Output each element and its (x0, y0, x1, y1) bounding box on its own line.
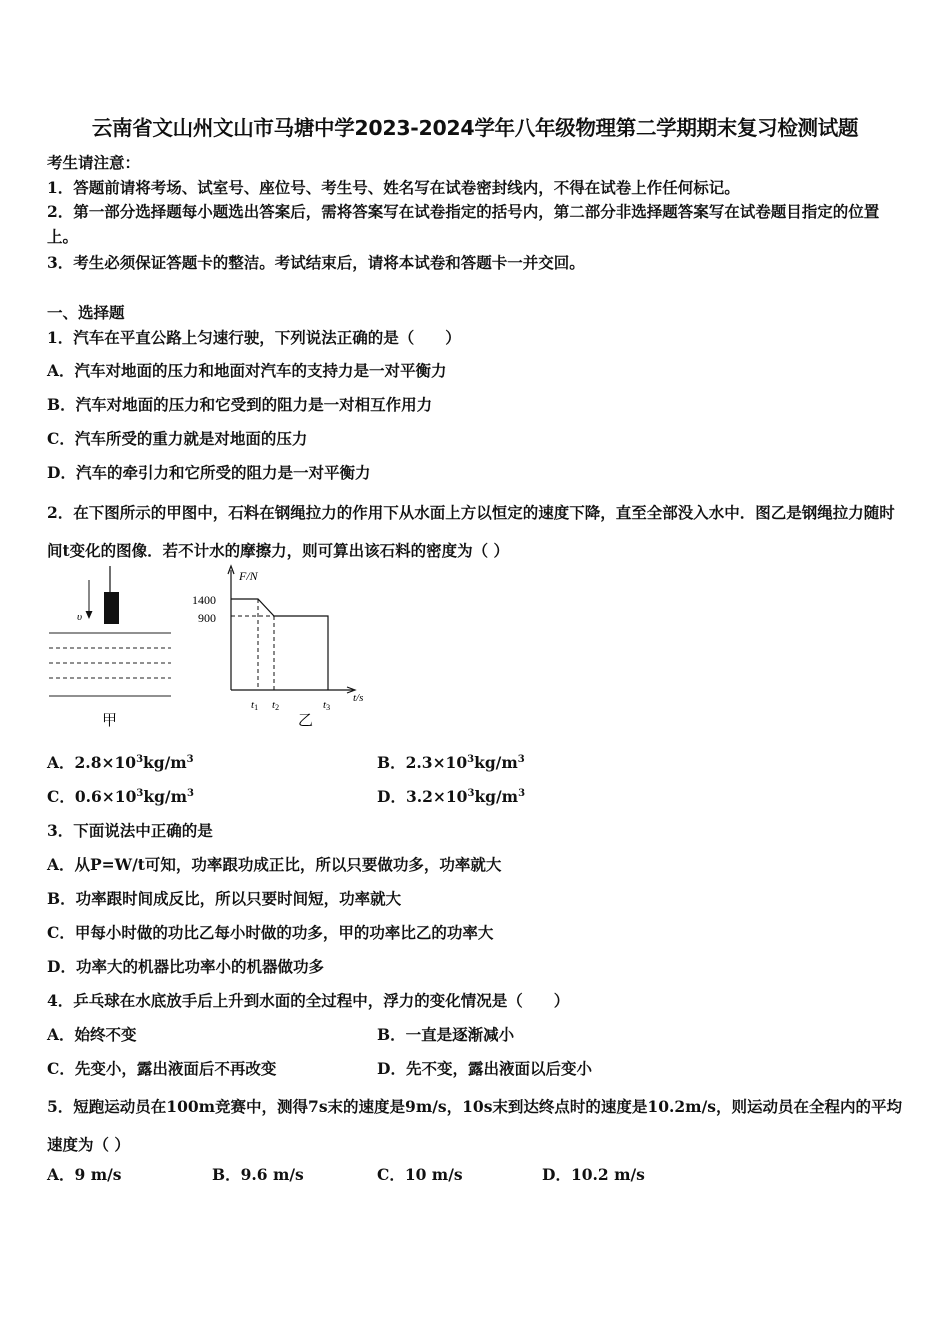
tick-1400: 1400 (192, 593, 216, 607)
velocity-arrowhead (86, 611, 93, 619)
force-curve (231, 599, 328, 690)
q3-option-a: A．从P=W/t可知，功率跟功成正比，所以只要做功多，功率就大 (47, 855, 502, 874)
q3-option-c: C．甲每小时做的功比乙每小时做的功多，甲的功率比乙的功率大 (47, 923, 494, 942)
stone-block (104, 592, 119, 624)
q5-option-d: D．10.2 m/s (542, 1165, 645, 1184)
q1-option-c: C．汽车所受的重力就是对地面的压力 (47, 429, 308, 448)
tick-t1: t1 (251, 699, 259, 712)
q1-option-b: B．汽车对地面的压力和它受到的阻力是一对相互作用力 (47, 395, 433, 414)
notice-item-3: 3．考生必须保证答题卡的整洁。考试结束后，请将本试卷和答题卡一并交回。 (47, 253, 585, 272)
tick-t3: t3 (323, 699, 331, 712)
q2-option-d: D．$3.2\times 10^3kg/m^3$ (377, 787, 526, 806)
notice-heading: 考生请注意： (47, 153, 141, 172)
section-heading: 一、选择题 (47, 303, 125, 322)
figure-jia (44, 562, 179, 732)
y-axis-label: F/N (239, 569, 258, 583)
q5-option-c: C．10 m/s (377, 1165, 463, 1184)
notice-item-2: 2．第一部分选择题每小题选出答案后，需将答案写在试卷指定的括号内，第二部分非选择题答案写在试卷题目指定的位置上。 (47, 202, 880, 246)
q2-option-c: C．$0.6\times 10^3kg/m^3$ (47, 787, 194, 806)
tick-900: 900 (198, 611, 216, 625)
q2-option-b: B．$2.3\times 10^3kg/m^3$ (377, 753, 525, 772)
figure-yi-graph (185, 562, 375, 732)
q4-stem: 4．乒乓球在水底放手后上升到水面的全过程中，浮力的变化情况是（ ） (47, 991, 570, 1010)
q1-option-a: A．汽车对地面的压力和地面对汽车的支持力是一对平衡力 (47, 361, 447, 380)
q2-option-a: A．$2.8\times 10^3kg/m^3$ (47, 753, 194, 772)
document-title: 云南省文山州文山市马塘中学2023-2024学年八年级物理第二学期期末复习检测试题 (91, 116, 859, 140)
q5-option-b: B．9.6 m/s (212, 1165, 304, 1184)
q3-option-b: B．功率跟时间成反比，所以只要时间短，功率就大 (47, 889, 402, 908)
q3-stem: 3．下面说法中正确的是 (47, 821, 213, 840)
q4-option-d: D．先不变，露出液面以后变小 (377, 1059, 592, 1078)
q4-option-a: A．始终不变 (47, 1025, 137, 1044)
q1-stem: 1．汽车在平直公路上匀速行驶，下列说法正确的是（ ） (47, 328, 461, 347)
q5-option-a: A．9 m/s (47, 1165, 122, 1184)
q4-option-b: B．一直是逐渐减小 (377, 1025, 515, 1044)
q4-option-c: C．先变小，露出液面后不再改变 (47, 1059, 277, 1078)
q2-stem: 2．在下图所示的甲图中，石料在钢绳拉力的作用下从水面上方以恒定的速度下降，直至全部没入水中．图乙是钢绳拉力随时间t变化的图像．若不计水的摩擦力，则可算出该石料的密度为（ ） (47, 503, 895, 560)
q3-option-d: D．功率大的机器比功率小的机器做功多 (47, 957, 324, 976)
figure-yi-label: 乙 (298, 713, 314, 729)
tick-t2: t2 (272, 699, 280, 712)
x-axis-label: t/s (353, 692, 364, 704)
velocity-label: υ (77, 611, 83, 623)
notice-item-1: 1．答题前请将考场、试室号、座位号、考生号、姓名写在试卷密封线内，不得在试卷上作任何标记。 (47, 178, 740, 197)
q5-stem: 5．短跑运动员在100m竞赛中，测得7s末的速度是9m/s，10s末到达终点时的速度是10.2m/s，则运动员在全程内的平均速度为（ ） (47, 1097, 902, 1154)
q1-option-d: D．汽车的牵引力和它所受的阻力是一对平衡力 (47, 463, 371, 482)
figure-jia-label: 甲 (102, 713, 118, 729)
